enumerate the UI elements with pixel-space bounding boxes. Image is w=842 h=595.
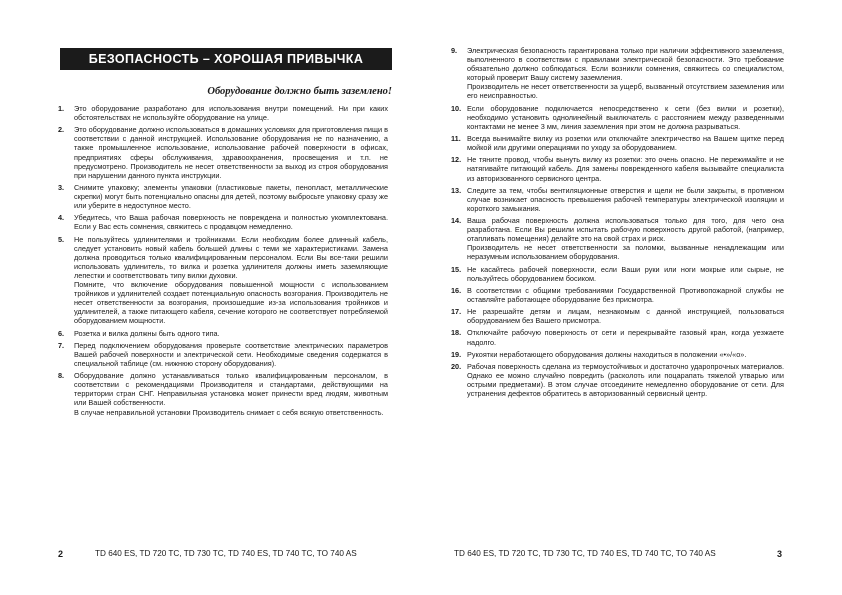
item-number: 9. bbox=[451, 46, 458, 55]
item-text bbox=[74, 235, 388, 326]
list-item bbox=[58, 235, 388, 326]
item-paragraph: Не тяните провод, чтобы вынуть вилку из розетки: это очень опасно. Не пережимайте и не натягивайте питающий кабель. Для замены поврежденного кабеля вызывайте специалиста из авторизованного сервисного центра. bbox=[467, 155, 784, 183]
item-paragraph: Это оборудование разработано для использования внутри помещений. Ни при каких обстоятельствах не используйте оборудование на улице. bbox=[74, 104, 388, 123]
item-text bbox=[467, 362, 784, 398]
item-text bbox=[467, 104, 784, 131]
item-number: 19. bbox=[451, 349, 462, 359]
item-number: 18. bbox=[451, 328, 462, 338]
list-item bbox=[451, 328, 784, 346]
item-text bbox=[74, 213, 388, 231]
item-text bbox=[467, 307, 784, 325]
item-number: 16. bbox=[451, 285, 462, 295]
list-item bbox=[451, 46, 784, 101]
list-item bbox=[58, 104, 388, 122]
page-number-left: 2 bbox=[58, 549, 64, 559]
list-item bbox=[58, 341, 388, 368]
item-number: 2. bbox=[58, 125, 65, 135]
item-text bbox=[74, 104, 388, 122]
item-number: 12. bbox=[451, 155, 462, 165]
item-number: 20. bbox=[451, 361, 462, 371]
list-item bbox=[451, 265, 784, 283]
item-number: 17. bbox=[451, 307, 462, 317]
item-number: 14. bbox=[451, 216, 462, 226]
footer-models-left: TD 640 ES, TD 720 TC, TD 730 TC, TD 740 ES, TD 740 TC, TO 740 AS bbox=[95, 549, 357, 558]
item-number: 7. bbox=[58, 340, 65, 350]
item-number: 5. bbox=[58, 234, 65, 244]
safety-list-left bbox=[58, 104, 388, 420]
list-item bbox=[58, 125, 388, 180]
list-item bbox=[58, 329, 388, 338]
item-number: 13. bbox=[451, 185, 462, 195]
item-text bbox=[467, 265, 784, 283]
item-text bbox=[467, 134, 784, 152]
item-number: 11. bbox=[451, 134, 461, 144]
item-paragraph: Убедитесь, что Ваша рабочая поверхность не повреждена и полностью укомплектована. Если у Вас есть сомнения, свяжитесь с продавцом немедленно. bbox=[74, 213, 388, 232]
item-text bbox=[467, 46, 784, 101]
item-paragraph: Не разрешайте детям и лицам, незнакомым с данной инструкцией, пользоваться оборудованием без Вашего присмотра. bbox=[467, 307, 784, 326]
item-text bbox=[467, 350, 784, 359]
item-text bbox=[74, 183, 388, 210]
section-banner: БЕЗОПАСНОСТЬ – ХОРОШАЯ ПРИВЫЧКА bbox=[60, 48, 392, 70]
item-text bbox=[74, 125, 388, 180]
list-item bbox=[451, 362, 784, 398]
item-paragraph: Перед подключением оборудования проверьте соответствие электрических параметров Вашей рабочей поверхности и электрической сети. Необходимые сведения содержатся в специальной таблице (см. нижнюю сторону оборудования). bbox=[74, 340, 388, 368]
item-number: 3. bbox=[58, 182, 65, 192]
item-number: 8. bbox=[58, 371, 65, 381]
item-paragraph: Не касайтесь рабочей поверхности, если Ваши руки или ноги мокрые или сырые, не пользуйтесь оборудованием босиком. bbox=[467, 264, 784, 283]
list-item bbox=[58, 213, 388, 231]
right-page bbox=[421, 0, 842, 595]
item-number: 4. bbox=[58, 213, 65, 223]
list-item bbox=[451, 307, 784, 325]
item-number: 6. bbox=[58, 328, 65, 338]
item-paragraph: Рукоятки неработающего оборудования должны находиться в положении «•»/«о». bbox=[467, 349, 747, 359]
list-item bbox=[58, 183, 388, 210]
list-item bbox=[451, 134, 784, 152]
item-paragraph: Это оборудование должно использоваться в домашних условиях для приготовления пищи в соответствии с данной инструкцией. Использование оборудования не по назначению, а также промышленное использование, использование рабочей поверхности в офисах, предприятиях сферы обслуживания, здравоохранения, просвещения и т.п. не предусмотрено. Производитель не несет ответственности за выход из строя оборудования при нарушении данного пункта инструкции. bbox=[74, 125, 388, 180]
item-text bbox=[74, 371, 388, 416]
item-number: 10. bbox=[451, 103, 462, 113]
item-paragraph: Производитель не несет ответственности за поломки, вызванные ненадлежащим или неразумным использованием оборудования. bbox=[467, 243, 784, 262]
list-item bbox=[58, 371, 388, 416]
item-paragraph: Если оборудование подключается непосредственно к сети (без вилки и розетки), необходимо установить однолинейный выключатель с расстоянием между разведенными контактами не менее 3 мм, линия заземления при этом не должна разрываться. bbox=[467, 103, 784, 131]
item-paragraph: В случае неправильной установки Производитель снимает с себя всякую ответственность. bbox=[74, 407, 384, 417]
list-item bbox=[451, 186, 784, 213]
item-paragraph: Следите за тем, чтобы вентиляционные отверстия и щели не были закрыты, в противном случае возникает опасность превышения рабочей температуры электрической изоляции и короткого замыкания. bbox=[467, 185, 784, 213]
safety-list-right bbox=[451, 46, 784, 401]
footer-models-right: TD 640 ES, TD 720 TC, TD 730 TC, TD 740 ES, TD 740 TC, TO 740 AS bbox=[454, 549, 716, 558]
page-number-right: 3 bbox=[777, 549, 783, 559]
grounding-warning: Оборудование должно быть заземлено! bbox=[207, 86, 392, 97]
list-item bbox=[451, 155, 784, 182]
item-text bbox=[467, 328, 784, 346]
list-item bbox=[451, 216, 784, 261]
item-text bbox=[467, 186, 784, 213]
item-text bbox=[467, 155, 784, 182]
item-paragraph: Рабочая поверхность сделана из термоустойчивых и достаточно ударопрочных материалов. Однако ее можно случайно повредить (расколоть или поцарапать тяжелой утварью или острыми предметами). В этом случае отсоедините немедленно оборудование от сети. Для устранения дефектов обратитесь в авторизованный сервисный центр. bbox=[467, 361, 784, 399]
item-text bbox=[74, 341, 388, 368]
item-paragraph: Оборудование должно устанавливаться только квалифицированным персоналом, в соответствии с рекомендациями Производителя и стандартами, действующими на территории стран СНГ. Неправильная установка может принести вред людям, животным или Вашей собственности. bbox=[74, 371, 388, 408]
item-number: 1. bbox=[58, 104, 65, 113]
item-number: 15. bbox=[451, 264, 462, 274]
item-paragraph: Электрическая безопасность гарантирована только при наличии эффективного заземления, выполненного в соответствии с правилами электрической безопасности. Это требование обязательно должно соблюдаться. Если возникли сомнения, свяжитесь со специалистом, который проверит Вашу систему заземления. bbox=[467, 46, 784, 83]
item-text bbox=[467, 286, 784, 304]
list-item bbox=[451, 286, 784, 304]
list-item bbox=[451, 104, 784, 131]
item-paragraph: Розетка и вилка должны быть одного типа. bbox=[74, 328, 220, 338]
item-paragraph: Снимите упаковку; элементы упаковки (пластиковые пакеты, пенопласт, металлические скрепки) могут быть потенциально опасны для детей, поэтому выбросьте упаковку сразу же или уберите в недоступное место. bbox=[74, 182, 388, 211]
item-paragraph: Ваша рабочая поверхность должна использоваться только для того, для чего она разработана. Если Вы решили испытать рабочую поверхность другой работой, (например, отапливать помещения) делайте это на свой страх и риск. bbox=[467, 216, 784, 244]
list-item bbox=[451, 350, 784, 359]
item-paragraph: Отключайте рабочую поверхность от сети и перекрывайте газовый кран, когда уезжаете надолго. bbox=[467, 328, 784, 347]
item-paragraph: Помните, что включение оборудования повышенной мощности с использованием тройников и удлинителей создает потенциальную опасность возгорания. Производитель не несет ответственности за возгорания, произошедшие из-за использования тройников и удлинителей, а также питающего кабеля, сечение которого не соответствует потребляемой оборудованием мощности. bbox=[74, 280, 388, 326]
item-text bbox=[467, 216, 784, 261]
item-text bbox=[74, 329, 388, 338]
item-paragraph: Всегда вынимайте вилку из розетки или отключайте электричество на Вашем щитке перед мойкой или другими операциями по уходу за оборудованием. bbox=[467, 134, 784, 153]
item-paragraph: Не пользуйтесь удлинителями и тройниками. Если необходим более длинный кабель, следует установить новый кабель большей длины с теми же характеристиками. Замена должна проводиться только квалифицированным персоналом. Если Вы все-таки решили использовать удлинитель, то вилка и розетка удлинителя должны иметь заземляющие лепестки и соответствовать типу вилки духовки. bbox=[74, 234, 388, 280]
item-paragraph: В соответствии с общими требованиями Государственной Противопожарной службы не оставляйте работающее оборудование без присмотра. bbox=[467, 285, 784, 304]
item-paragraph: Производитель не несет ответственности за ущерб, вызванный отсутствием заземления или его неисправностью. bbox=[467, 82, 784, 101]
